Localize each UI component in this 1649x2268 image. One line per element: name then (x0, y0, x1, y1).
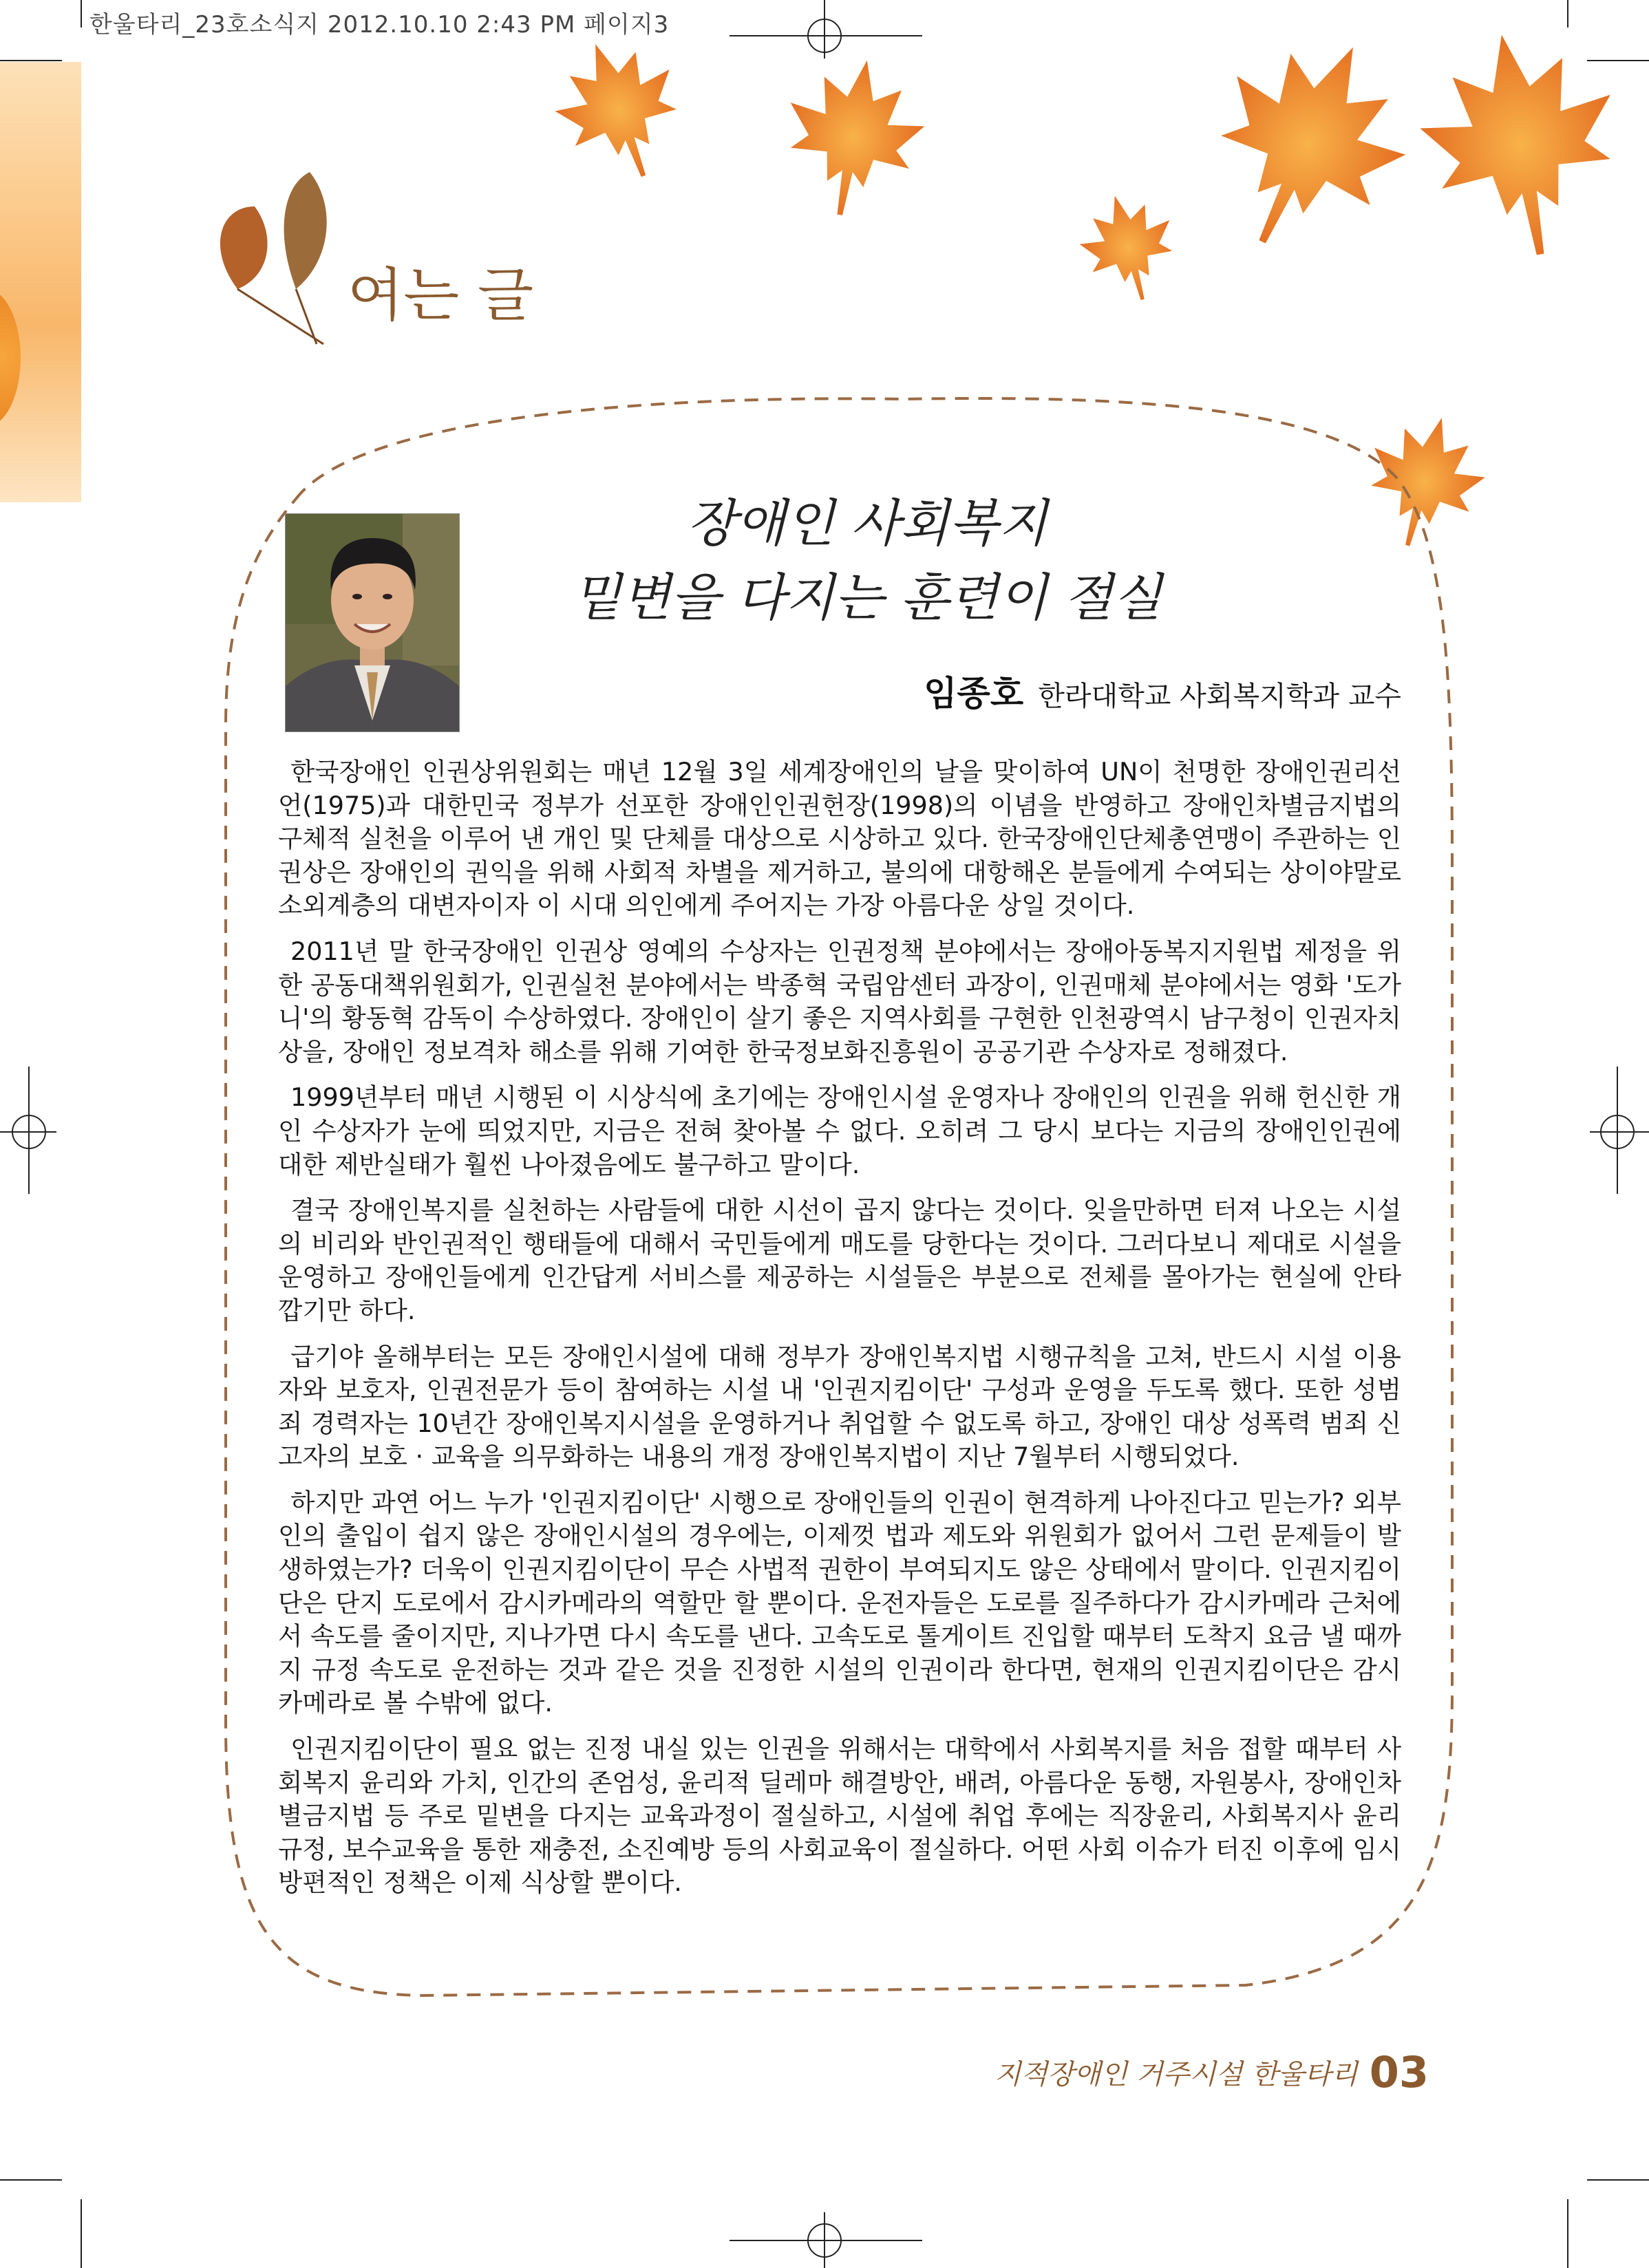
paragraph: 급기야 올해부터는 모든 장애인시설에 대해 정부가 장애인복지법 시행규칙을 고쳐, 반드시 시설 이용자와 보호자, 인권전문가 등이 참여하는 시설 내 '인권지킴이단' 구성과 운영을 두도록 했다. 또한 성범죄 경력자는 10년간 장애인복지시설을 운영하거나 취업할 수 없도록 하고, 장애인 대상 성폭력 범죄 신고자의 보호 · 교육을 의무화하는 내용의 개정 장애인복지법이 지난 7월부터 시행되었다. (278, 1341, 1401, 1472)
crop-mark-icon (0, 1067, 56, 1194)
author-affiliation: 한라대학교 사회복지학과 교수 (1038, 681, 1401, 712)
print-info: 한울타리_23호소식지 2012.10.10 2:43 PM 페이지3 (89, 11, 670, 39)
paragraph: 인권지킴이단이 필요 없는 진정 내실 있는 인권을 위해서는 대학에서 사회복지를 처음 접할 때부터 사회복지 윤리와 가치, 인간의 존엄성, 윤리적 딜레마 해결방안, 배려, 아름다운 동행, 자원봉사, 장애인차별금지법 등 주로 밑변을 다지는 교육과정이 절실하고, 시설에 취업 후에는 직장윤리, 사회복지사 윤리규정, 보수교육을 통한 재충전, 소진예방 등의 사회교육이 절실하다. 어떤 사회 이슈가 터진 이후에 임시방편적인 정책은 이제 식상할 뿐이다. (278, 1734, 1401, 1898)
maple-leaf-icon (538, 23, 701, 197)
article-title-line2: 밑변을 다지는 훈련이 절실 (572, 568, 1162, 628)
paragraph: 한국장애인 인권상위원회는 매년 12월 3일 세계장애인의 날을 맞이하여 UN이 천명한 장애인권리선언(1975)과 대한민국 정부가 선포한 장애인인권헌장(1998)의 이념을 반영하고 장애인차별금지법의 구체적 실천을 이루어 낸 개인 및 단체를 대상으로 시상하고 있다. 한국장애인단체총연맹이 주관하는 인권상은 장애인의 권익을 위해 사회적 차별을 제거하고, 불의에 대항해온 분들에게 수여되는 상이야말로 소외계층의 대변자이자 이 시대 의인에게 주어지는 가장 아름다운 상일 것이다. (278, 757, 1401, 921)
maple-leaf-icon (1178, 8, 1438, 281)
author-name: 임종호 (924, 674, 1024, 714)
article-title-line1: 장애인 사회복지 (687, 494, 1047, 553)
maple-leaf-icon (1407, 18, 1636, 271)
section-heading: 여는 글 (348, 261, 534, 329)
crop-mark-icon (730, 2212, 922, 2268)
author-byline (924, 666, 1401, 716)
crop-mark-icon (1590, 1067, 1649, 1194)
dry-leaf-icon (220, 172, 327, 344)
paragraph: 2011년 말 한국장애인 인권상 영예의 수상자는 인권정책 분야에서는 장애아동복지지원법 제정을 위한 공동대책위원회가, 인권실천 분야에서는 박종혁 국립암센터 과장이, 인권매체 분야에서는 영화 '도가니'의 황동혁 감독이 수상하였다. 장애인이 살기 좋은 지역사회를 구현한 인천광역시 남구청이 인권자치상을, 장애인 정보격차 해소를 위해 기여한 한국정보화진흥원이 공공기관 수상자로 정해졌다. (278, 936, 1401, 1067)
article-body (278, 756, 1401, 1912)
paragraph: 1999년부터 매년 시행된 이 시상식에 초기에는 장애인시설 운영자나 장애인의 인권을 위해 헌신한 개인 수상자가 눈에 띄었지만, 지금은 전혀 찾아볼 수 없다. 오히려 그 당시 보다는 지금의 장애인인권에 대한 제반실태가 훨씬 나아졌음에도 불구하고 말이다. (278, 1082, 1401, 1179)
paragraph: 하지만 과연 어느 누가 '인권지킴이단' 시행으로 장애인들의 인권이 현격하게 나아진다고 믿는가? 외부인의 출입이 쉽지 않은 장애인시설의 경우에는, 이제껏 법과 제도와 위원회가 없어서 그런 문제들이 발생하였는가? 더욱이 인권지킴이단이 무슨 사법적 권한이 부여되지도 않은 상태에서 말이다. 인권지킴이단은 단지 도로에서 감시카메라의 역할만 할 뿐이다. 운전자들은 도로를 질주하다가 감시카메라 근처에서 속도를 줄이지만, 지나가면 다시 속도를 낸다. 고속도로 톨게이트 진입할 때부터 도착지 요금 낼 때까지 규정 속도로 운전하는 것과 같은 것을 진정한 시설의 인권이라 한다면, 현재의 인권지킴이단은 감시카메라로 볼 수밖에 없다. (278, 1487, 1401, 1718)
paragraph: 결국 장애인복지를 실천하는 사람들에 대한 시선이 곱지 않다는 것이다. 잊을만하면 터져 나오는 시설의 비리와 반인권적인 행태들에 대해서 국민들에게 매도를 당한다는 것이다. 그러다보니 제대로 시설을 운영하고 장애인들에게 인간답게 서비스를 제공하는 시설들은 부분으로 전체를 몰아가는 현실에 안타깝기만 하다. (278, 1195, 1401, 1325)
publication-title: 지적장애인 거주시설 한울타리 (994, 2059, 1358, 2090)
author-photo (285, 513, 460, 732)
page-footer (994, 2047, 1429, 2097)
maple-leaf-icon (1070, 184, 1188, 312)
maple-leaf-icon (773, 49, 934, 227)
page-number: 03 (1369, 2047, 1429, 2097)
